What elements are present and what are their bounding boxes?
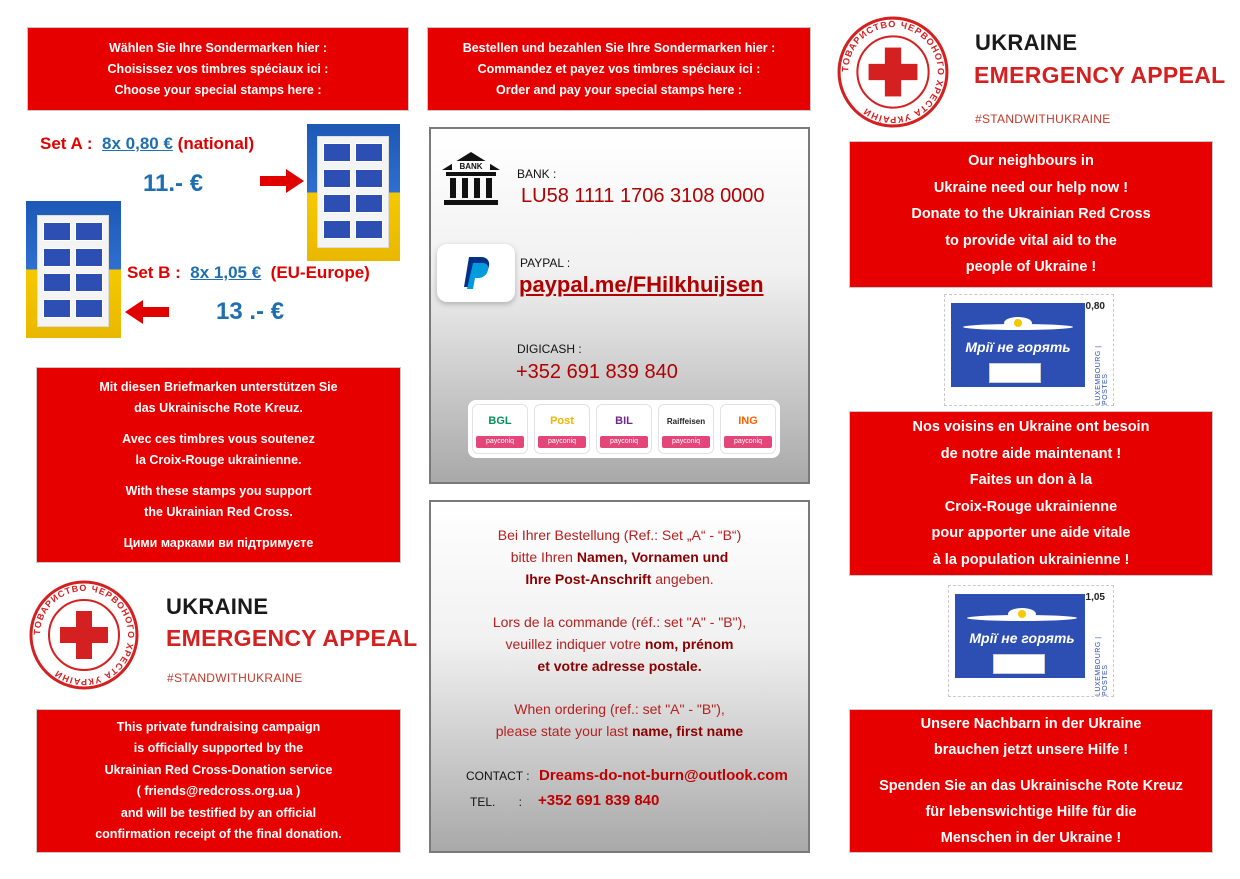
seal-ring-text: ТОВАРИСТВО ЧЕРВОНОГО ХРЕСТА УКРАЇНИ bbox=[31, 582, 137, 688]
choose-line-de: Wählen Sie Ihre Sondermarken hier : bbox=[108, 40, 328, 55]
stamp-label-box bbox=[989, 363, 1041, 383]
bank-icon bbox=[440, 150, 502, 210]
red-cross-seal-icon-right bbox=[836, 15, 950, 129]
red-cross-seal-icon bbox=[28, 579, 140, 691]
contact-email[interactable]: Dreams-do-not-burn@outlook.com bbox=[539, 767, 788, 784]
appeal-subtitle-right: EMERGENCY APPEAL bbox=[974, 62, 1226, 88]
bank-app-ing[interactable]: ING payconiq bbox=[720, 404, 776, 454]
paypal-link[interactable]: paypal.me/FHilkhuijsen bbox=[519, 272, 764, 297]
help-box-de: Unsere Nachbarn in der Ukraine brauchen jetzt unsere Hilfe ! Spenden Sie an das Ukrainische Rote Kreuz für lebenswichtige Hilfe für die Menschen in der Ukraine ! bbox=[849, 709, 1213, 853]
payconiq-label: payconiq bbox=[476, 436, 524, 448]
set-b-price: 13 .- € bbox=[216, 298, 285, 325]
campaign-email[interactable]: ( friends@redcross.org.ua ) bbox=[136, 784, 301, 798]
stamp-0-80[interactable] bbox=[944, 294, 1114, 406]
set-b-stamp-sheet[interactable] bbox=[26, 201, 121, 338]
stamp-slogan: Мрії не горять bbox=[965, 339, 1071, 355]
order-instructions: Bei Ihrer Bestellung (Ref.: Set „A“ - “B“) bitte Ihren Namen, Vornamen und Ihre Post-Anschrift angeben. Lors de la commande (réf.: set "A" - "B"), veuillez indiquer votre nom, prénom et votre adresse postale. When ordering (ref.: set "A" - "B"), please state your last name, first name bbox=[492, 527, 747, 739]
paypal-label: PAYPAL : bbox=[520, 256, 571, 270]
payconiq-bank-apps bbox=[468, 400, 780, 458]
tel-value[interactable]: +352 691 839 840 bbox=[538, 792, 660, 809]
airplane-icon bbox=[965, 606, 1079, 630]
bank-app-bil[interactable]: BIL payconiq bbox=[596, 404, 652, 454]
help-box-fr: Nos voisins en Ukraine ont besoin de notre aide maintenant ! Faites un don à la Croix-Rouge ukrainienne pour apporter une aide vitale à la population ukrainienne ! bbox=[849, 411, 1213, 576]
bank-app-raiffeisen[interactable]: Raiffeisen payconiq bbox=[658, 404, 714, 454]
set-a-prefix: Set A : bbox=[40, 134, 93, 153]
set-a-stamp-sheet[interactable] bbox=[307, 124, 400, 261]
payconiq-label: payconiq bbox=[538, 436, 586, 448]
choose-line-en: Choose your special stamps here : bbox=[114, 82, 322, 97]
stamp-country: LUXEMBOURG | POSTES bbox=[1095, 345, 1109, 405]
appeal-title: UKRAINE bbox=[166, 594, 269, 619]
appeal-subtitle: EMERGENCY APPEAL bbox=[166, 625, 418, 651]
contact-label: CONTACT : bbox=[466, 769, 530, 783]
set-a-qty: 8x 0,80 € bbox=[102, 134, 173, 153]
paypal-icon bbox=[461, 255, 491, 291]
set-b-prefix: Set B : bbox=[127, 263, 181, 282]
iban-value[interactable]: LU58 1111 1706 3108 0000 bbox=[521, 185, 765, 207]
stamp-value: 1,05 bbox=[1085, 592, 1105, 603]
bank-app-bgl[interactable]: BGL payconiq bbox=[472, 404, 528, 454]
stamp-sheet-b bbox=[37, 215, 109, 327]
order-pay-box: Bestellen und bezahlen Sie Ihre Sondermarken hier : Commandez et payez vos timbres spéciaux ici : Order and pay your special stamps here : bbox=[427, 27, 811, 111]
support-box: Mit diesen Briefmarken unterstützen Sie das Ukrainische Rote Kreuz. Avec ces timbres vous soutenez la Croix-Rouge ukrainienne. With these stamps you support the Ukrainian Red Cross. Цими марками ви підтримуєте bbox=[36, 367, 401, 563]
stamp-value: 0,80 bbox=[1085, 301, 1105, 312]
stamp-slogan: Мрії не горять bbox=[969, 630, 1075, 646]
arrow-right-icon bbox=[260, 169, 304, 193]
set-a-price: 11.- € bbox=[143, 170, 204, 197]
set-b-line[interactable] bbox=[127, 263, 370, 283]
seal-ring-text: ТОВАРИСТВО ЧЕРВОНОГО ХРЕСТА УКРАЇНИ bbox=[840, 19, 946, 125]
stamp-sheet-a bbox=[317, 136, 389, 248]
set-b-qty: 8x 1,05 € bbox=[190, 263, 262, 282]
stamp-country: LUXEMBOURG | POSTES bbox=[1095, 636, 1109, 696]
choose-line-fr: Choisissez vos timbres spéciaux ici : bbox=[107, 61, 329, 76]
bank-app-post[interactable]: Post payconiq bbox=[534, 404, 590, 454]
payconiq-label: payconiq bbox=[724, 436, 772, 448]
appeal-hashtag[interactable]: #STANDWITHUKRAINE bbox=[167, 671, 303, 685]
set-a-line[interactable] bbox=[40, 134, 254, 154]
svg-text:BANK: BANK bbox=[459, 162, 483, 171]
stamp-label-box bbox=[993, 654, 1045, 674]
help-box-en: Our neighbours in Ukraine need our help now ! Donate to the Ukrainian Red Cross to provide vital aid to the people of Ukraine ! bbox=[849, 141, 1213, 288]
tel-label: TEL. : bbox=[470, 795, 523, 809]
choose-stamps-box bbox=[27, 27, 409, 111]
airplane-icon bbox=[961, 315, 1075, 339]
digicash-number[interactable]: +352 691 839 840 bbox=[516, 361, 678, 383]
appeal-title-right: UKRAINE bbox=[975, 30, 1078, 55]
set-b-scope: (EU-Europe) bbox=[270, 263, 370, 282]
campaign-box: This private fundraising campaign is officially supported by the Ukrainian Red Cross-Donation service ( friends@redcross.org.ua ) and will be testified by an official confirmation receipt of the final donation. bbox=[36, 709, 401, 853]
digicash-label: DIGICASH : bbox=[517, 342, 582, 356]
arrow-left-icon bbox=[125, 300, 169, 324]
stamp-1-05[interactable] bbox=[948, 585, 1114, 697]
bank-label: BANK : bbox=[517, 167, 557, 181]
payconiq-label: payconiq bbox=[600, 436, 648, 448]
set-a-scope: (national) bbox=[177, 134, 255, 153]
appeal-hashtag-right[interactable]: #STANDWITHUKRAINE bbox=[975, 112, 1111, 126]
paypal-logo-tile bbox=[437, 244, 515, 302]
payconiq-label: payconiq bbox=[662, 436, 710, 448]
